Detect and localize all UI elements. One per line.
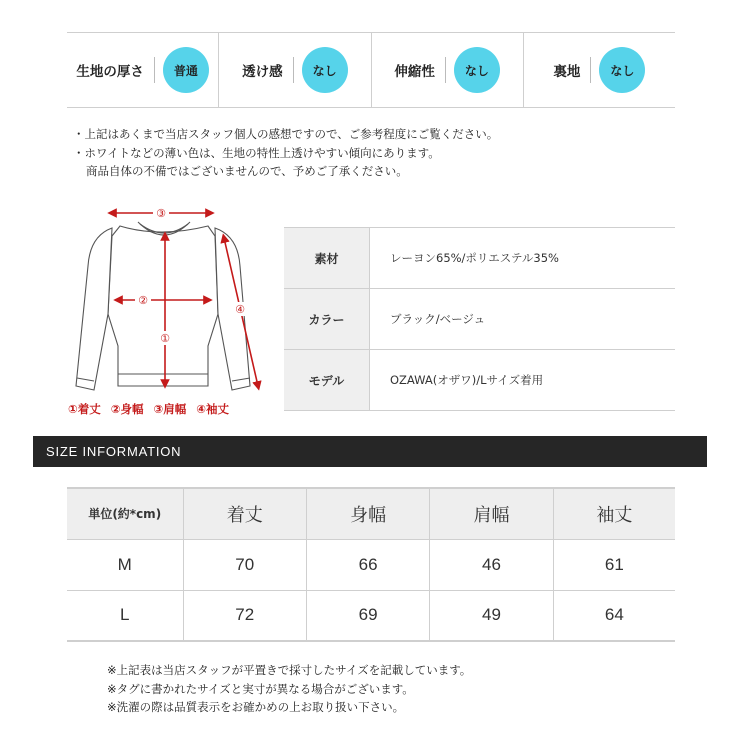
- spec-value: レーヨン65%/ポリエステル35%: [390, 251, 559, 265]
- divider: [293, 57, 294, 83]
- marker-4: ④: [235, 303, 245, 316]
- attr-badge: なし: [599, 47, 645, 93]
- marker-3: ③: [156, 207, 166, 220]
- column-header: 肩幅: [430, 488, 553, 539]
- unit-header: 単位(約*cm): [67, 488, 183, 539]
- table-row: [67, 590, 675, 641]
- note-line: ※タグに書かれたサイズと実寸が異なる場合がございます。: [107, 681, 414, 696]
- note-line: ・上記はあくまで当店スタッフ個人の感想ですので、ご参考程度にご覧ください。: [73, 127, 499, 141]
- attr-sheerness: [218, 33, 370, 107]
- legend-item: ③肩幅: [153, 402, 187, 416]
- note-line: ・ホワイトなどの薄い色は、生地の特性上透けやすい傾向にあります。: [73, 145, 440, 160]
- sweater-diagram: [60, 196, 280, 426]
- attr-label: 伸縮性: [394, 64, 435, 80]
- attr-thickness: [67, 33, 218, 107]
- size-info-header: SIZE INFORMATION: [33, 436, 707, 467]
- divider: [154, 57, 155, 83]
- attr-badge: なし: [302, 47, 348, 93]
- notes-top: [73, 125, 498, 181]
- attr-stretch: [371, 33, 523, 107]
- spec-key: カラー: [284, 289, 370, 349]
- note-line: 商品自体の不備ではございませんので、予めご了承ください。: [86, 164, 408, 178]
- size-table: [67, 487, 675, 642]
- table-cell: 61: [553, 539, 675, 590]
- table-cell: 64: [553, 590, 675, 641]
- table-cell: 49: [430, 590, 553, 641]
- attr-label: 透け感: [242, 64, 283, 80]
- sweater-outline: [76, 222, 250, 390]
- spec-key: 素材: [284, 228, 370, 288]
- attr-badge: なし: [454, 47, 500, 93]
- table-cell: 46: [430, 539, 553, 590]
- divider: [445, 57, 446, 83]
- spec-value: ブラック/ベージュ: [390, 312, 486, 326]
- notes-bottom: [107, 661, 471, 717]
- marker-2: ②: [138, 294, 148, 307]
- spec-row: [284, 350, 675, 411]
- attr-label: 裏地: [553, 64, 581, 80]
- marker-1: ①: [160, 332, 170, 345]
- spec-key: モデル: [284, 350, 370, 410]
- note-line: ※洗濯の際は品質表示をお確かめの上お取り扱い下さい。: [107, 700, 405, 714]
- note-line: ※上記表は当店スタッフが平置きで採寸したサイズを記載しています。: [107, 663, 472, 677]
- table-row: [67, 539, 675, 590]
- size-label: M: [67, 539, 183, 590]
- spec-row: [284, 289, 675, 350]
- table-header-row: [67, 488, 675, 539]
- table-cell: 70: [183, 539, 306, 590]
- attr-badge: 普通: [163, 47, 209, 93]
- column-header: 着丈: [183, 488, 306, 539]
- fabric-attributes: [67, 32, 675, 108]
- attr-label: 生地の厚さ: [76, 64, 144, 80]
- legend-item: ②身幅: [110, 402, 144, 416]
- attr-lining: [523, 33, 675, 107]
- legend-item: ④袖丈: [196, 402, 230, 416]
- column-header: 袖丈: [553, 488, 675, 539]
- spec-row: [284, 228, 675, 289]
- divider: [590, 57, 591, 83]
- measure-legend: [68, 401, 235, 417]
- table-cell: 72: [183, 590, 306, 641]
- table-cell: 69: [306, 590, 429, 641]
- size-label: L: [67, 590, 183, 641]
- column-header: 身幅: [306, 488, 429, 539]
- legend-item: ①着丈: [68, 402, 101, 416]
- spec-table: [284, 227, 675, 411]
- spec-value: OZAWA(オザワ)/Lサイズ着用: [390, 373, 544, 387]
- table-cell: 66: [306, 539, 429, 590]
